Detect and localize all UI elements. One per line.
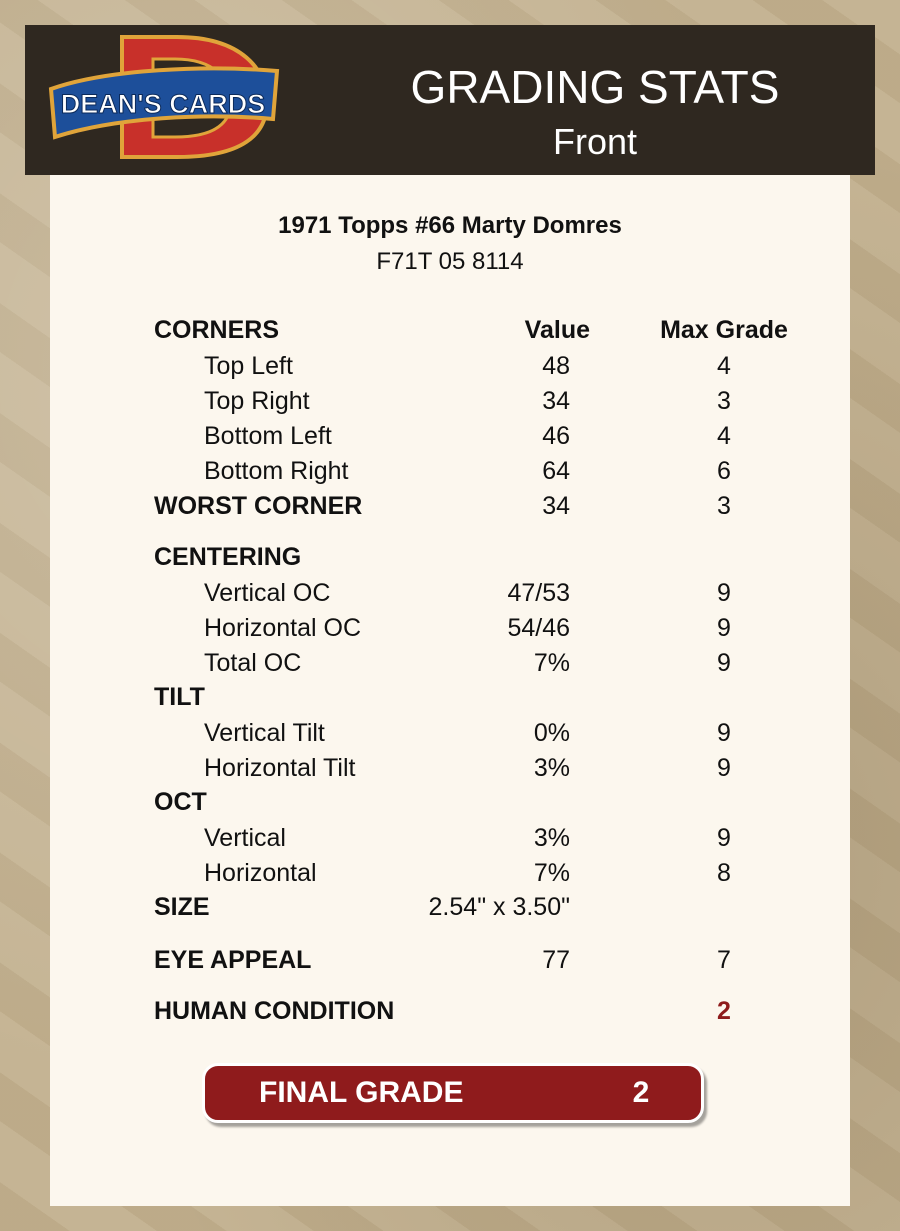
- final-grade-label: FINAL GRADE: [259, 1076, 464, 1109]
- stat-value: 7%: [533, 649, 570, 677]
- stat-label: Vertical: [204, 824, 286, 852]
- stat-max-grade: 3: [717, 387, 731, 415]
- stat-max-grade: 4: [717, 422, 731, 450]
- stat-label: Horizontal: [204, 859, 317, 887]
- stat-max-grade: 6: [717, 457, 731, 485]
- stat-row-total-oc: [50, 646, 850, 680]
- logo-text: DEAN'S CARDS: [60, 89, 266, 119]
- stat-value: 3%: [533, 824, 570, 852]
- stat-value: 34: [542, 387, 570, 415]
- stat-label: WORST CORNER: [154, 492, 363, 520]
- stat-row-horizontal-oc: [50, 611, 850, 645]
- stat-label: Horizontal Tilt: [204, 754, 356, 782]
- column-header-max-grade: Max Grade: [660, 316, 788, 344]
- stat-label: Vertical OC: [204, 579, 331, 607]
- stat-label: SIZE: [154, 893, 210, 921]
- card-title: 1971 Topps #66 Marty Domres: [278, 212, 622, 239]
- section-label-oct: OCT: [154, 788, 207, 816]
- stat-row-top-right: [50, 384, 850, 418]
- stat-row-oct-vertical: [50, 821, 850, 855]
- stat-value: 0%: [533, 719, 570, 747]
- stat-value: 46: [542, 422, 570, 450]
- stat-value: 3%: [533, 754, 570, 782]
- section-row-tilt: [50, 680, 850, 714]
- section-label-corners: CORNERS: [154, 316, 280, 344]
- stat-max-grade: 4: [717, 352, 731, 380]
- column-header-value: Value: [524, 316, 590, 344]
- stat-label: Top Right: [204, 387, 310, 415]
- stat-value: 7%: [533, 859, 570, 887]
- stat-label: HUMAN CONDITION: [154, 997, 395, 1025]
- section-label-tilt: TILT: [154, 683, 205, 711]
- stat-row-top-left: [50, 349, 850, 383]
- stat-label: Total OC: [204, 649, 302, 677]
- header-bar: [25, 25, 875, 175]
- stat-label: Horizontal OC: [204, 614, 361, 642]
- stat-row-horizontal-tilt: [50, 751, 850, 785]
- stat-value: 47/53: [507, 579, 570, 607]
- final-grade-value: 2: [632, 1076, 650, 1109]
- stat-label: Bottom Left: [204, 422, 332, 450]
- header-title: GRADING STATS: [410, 61, 780, 113]
- section-row-oct: [50, 785, 850, 819]
- stat-row-worst-corner: [50, 489, 850, 523]
- header-subtitle: Front: [552, 121, 638, 162]
- stat-max-grade: 9: [717, 649, 731, 677]
- card-code: F71T 05 8114: [376, 248, 524, 275]
- stat-max-grade: 8: [717, 859, 731, 887]
- stat-row-vertical-tilt: [50, 716, 850, 750]
- stat-value: 48: [542, 352, 570, 380]
- stat-label: Bottom Right: [204, 457, 349, 485]
- stat-label: EYE APPEAL: [154, 946, 312, 974]
- stat-row-bottom-right: [50, 454, 850, 488]
- stat-max-grade: 9: [717, 719, 731, 747]
- stat-max-grade: 9: [717, 579, 731, 607]
- stat-row-oct-horizontal: [50, 856, 850, 890]
- deans-cards-logo: [47, 35, 283, 165]
- stat-row-human-condition: [50, 994, 850, 1028]
- stat-value: 54/46: [507, 614, 570, 642]
- stat-value: 34: [542, 492, 570, 520]
- stat-max-grade: 9: [717, 754, 731, 782]
- stat-max-grade: 7: [717, 946, 731, 974]
- stat-max-grade: 2: [717, 997, 731, 1025]
- section-row-centering: [50, 540, 850, 574]
- stat-label: Top Left: [204, 352, 293, 380]
- stat-value: 2.54" x 3.50": [428, 893, 570, 921]
- stat-row-vertical-oc: [50, 576, 850, 610]
- stat-row-size: [50, 890, 850, 924]
- corners-header-row: [50, 313, 850, 347]
- stats-panel: [50, 175, 850, 1206]
- stat-value: 77: [542, 946, 570, 974]
- section-label-centering: CENTERING: [154, 543, 302, 571]
- stat-row-bottom-left: [50, 419, 850, 453]
- stat-row-eye-appeal: [50, 943, 850, 977]
- final-grade-banner: [202, 1063, 704, 1123]
- stat-max-grade: 3: [717, 492, 731, 520]
- stat-max-grade: 9: [717, 824, 731, 852]
- stat-value: 64: [542, 457, 570, 485]
- stat-max-grade: 9: [717, 614, 731, 642]
- stat-label: Vertical Tilt: [204, 719, 325, 747]
